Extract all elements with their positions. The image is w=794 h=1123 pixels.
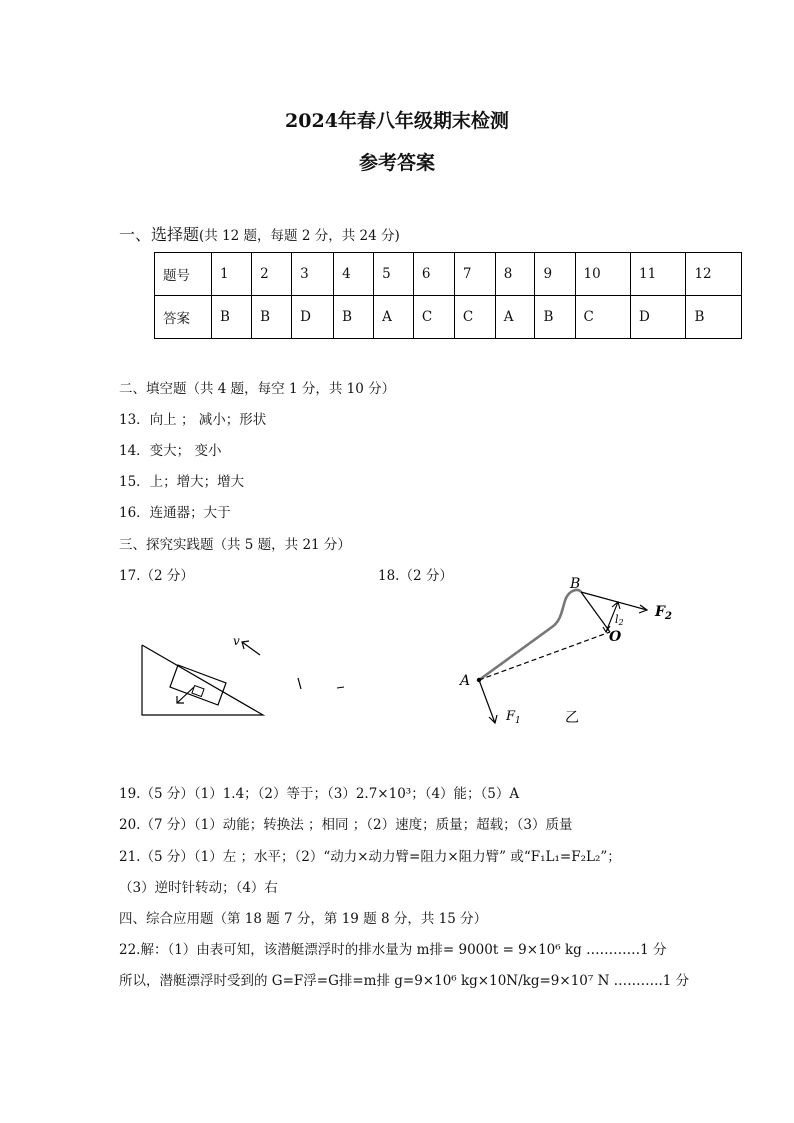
table-cell: 12 (686, 253, 742, 296)
answer-line-16: 16．连通器；大于 (119, 505, 231, 521)
answer-line-21a: 21.（5 分）（1）左 ；水平；（2）“动力×动力臂=阻力×阻力臂” 或“F₁L₁=F₂L₂”； (119, 849, 621, 865)
table-cell: A (374, 296, 414, 339)
table-cell: C (575, 296, 630, 339)
section1-heading: 一、选择题 (119, 225, 200, 244)
stray-mark (337, 687, 344, 688)
incline-triangle (142, 645, 263, 715)
answer-line-20: 20.（7 分）（1）动能；转换法 ；相同 ；（2）速度；质量；超载；（3）质量 (119, 817, 573, 833)
table-cell: 1 (212, 253, 252, 296)
section2-heading: 二、填空题（共 4 题，每空 1 分，共 10 分） (119, 381, 396, 397)
table-row-answers (155, 296, 742, 339)
answer-line-22a: 22.解：（1）由表可知，该潜艇漂浮时的排水量为 m排= 9000t = 9×10⁶ kg …………1 分 (119, 942, 667, 958)
answer-table (154, 252, 742, 339)
lever-arm (479, 590, 581, 680)
incline-figure (130, 625, 370, 725)
force-f1-line (479, 680, 495, 723)
table-cell: B (535, 296, 575, 339)
section3-heading: 三、探究实践题（共 5 题，共 21 分） (119, 537, 351, 553)
stray-mark (298, 678, 301, 689)
table-cell: 4 (334, 253, 374, 296)
question-18-label: 18.（2 分） (378, 568, 453, 584)
row-label-answer: 答案 (155, 296, 212, 339)
answer-line-21b: （3）逆时针转动；（4）右 (119, 880, 278, 896)
table-cell: 3 (292, 253, 334, 296)
point-b-label: B (570, 576, 581, 592)
support-line (581, 592, 610, 632)
table-cell: 6 (413, 253, 454, 296)
table-cell: B (212, 296, 252, 339)
answer-line-15: 15．上；增大；增大 (119, 474, 245, 490)
document-subtitle: 参考答案 (358, 152, 435, 174)
table-cell: 5 (374, 253, 414, 296)
table-cell: B (686, 296, 742, 339)
table-cell: C (454, 296, 495, 339)
document-title: 2024年春八年级期末检测 (285, 110, 509, 132)
section1-heading-line (119, 222, 400, 245)
answer-line-22b: 所以，潜艇漂浮时受到的 G=F浮=G排=m排 g=9×10⁶ kg×10N/kg=9×10⁷ N ………..1 分 (119, 973, 690, 989)
table-cell: C (413, 296, 454, 339)
table-cell: D (631, 296, 686, 339)
table-cell: 11 (631, 253, 686, 296)
section1-note: (共 12 题，每题 2 分，共 24 分) (199, 228, 400, 244)
velocity-label: v (233, 634, 240, 648)
table-row-numbers (155, 253, 742, 296)
figure-caption-yi: 乙 (565, 710, 579, 726)
block (170, 665, 226, 705)
point-a-dot (477, 678, 481, 682)
row-label-question: 题号 (155, 253, 212, 296)
table-cell: 10 (575, 253, 630, 296)
table-cell: A (495, 296, 535, 339)
answer-line-19: 19.（5 分）（1）1.4；（2）等于；（3）2.7×10³；（4）能；（5）A (119, 786, 520, 802)
table-cell: B (334, 296, 374, 339)
point-o-label: O (609, 629, 622, 645)
velocity-arrow-line (242, 642, 260, 655)
section4-heading: 四、综合应用题（第 18 题 7 分，第 19 题 8 分，共 15 分） (119, 911, 488, 927)
lever-figure (450, 570, 690, 730)
dashed-line (479, 632, 610, 680)
table-cell: D (292, 296, 334, 339)
force-f2-label: $F_2$ (655, 604, 672, 622)
table-cell: B (252, 296, 292, 339)
force-f2-line (581, 592, 647, 610)
table-cell: 9 (535, 253, 575, 296)
table-cell: 7 (454, 253, 495, 296)
answer-line-13: 13．向上 ； 减小；形状 (119, 412, 267, 428)
point-a-label: A (460, 673, 471, 689)
table-cell: 2 (252, 253, 292, 296)
force-f1-label: $F_1$ (506, 709, 521, 726)
answer-line-14: 14．变大； 变小 (119, 443, 222, 459)
lever-arm-l2-label: l2 (615, 613, 624, 627)
table-cell: 8 (495, 253, 535, 296)
question-17-label: 17.（2 分） (119, 568, 194, 584)
